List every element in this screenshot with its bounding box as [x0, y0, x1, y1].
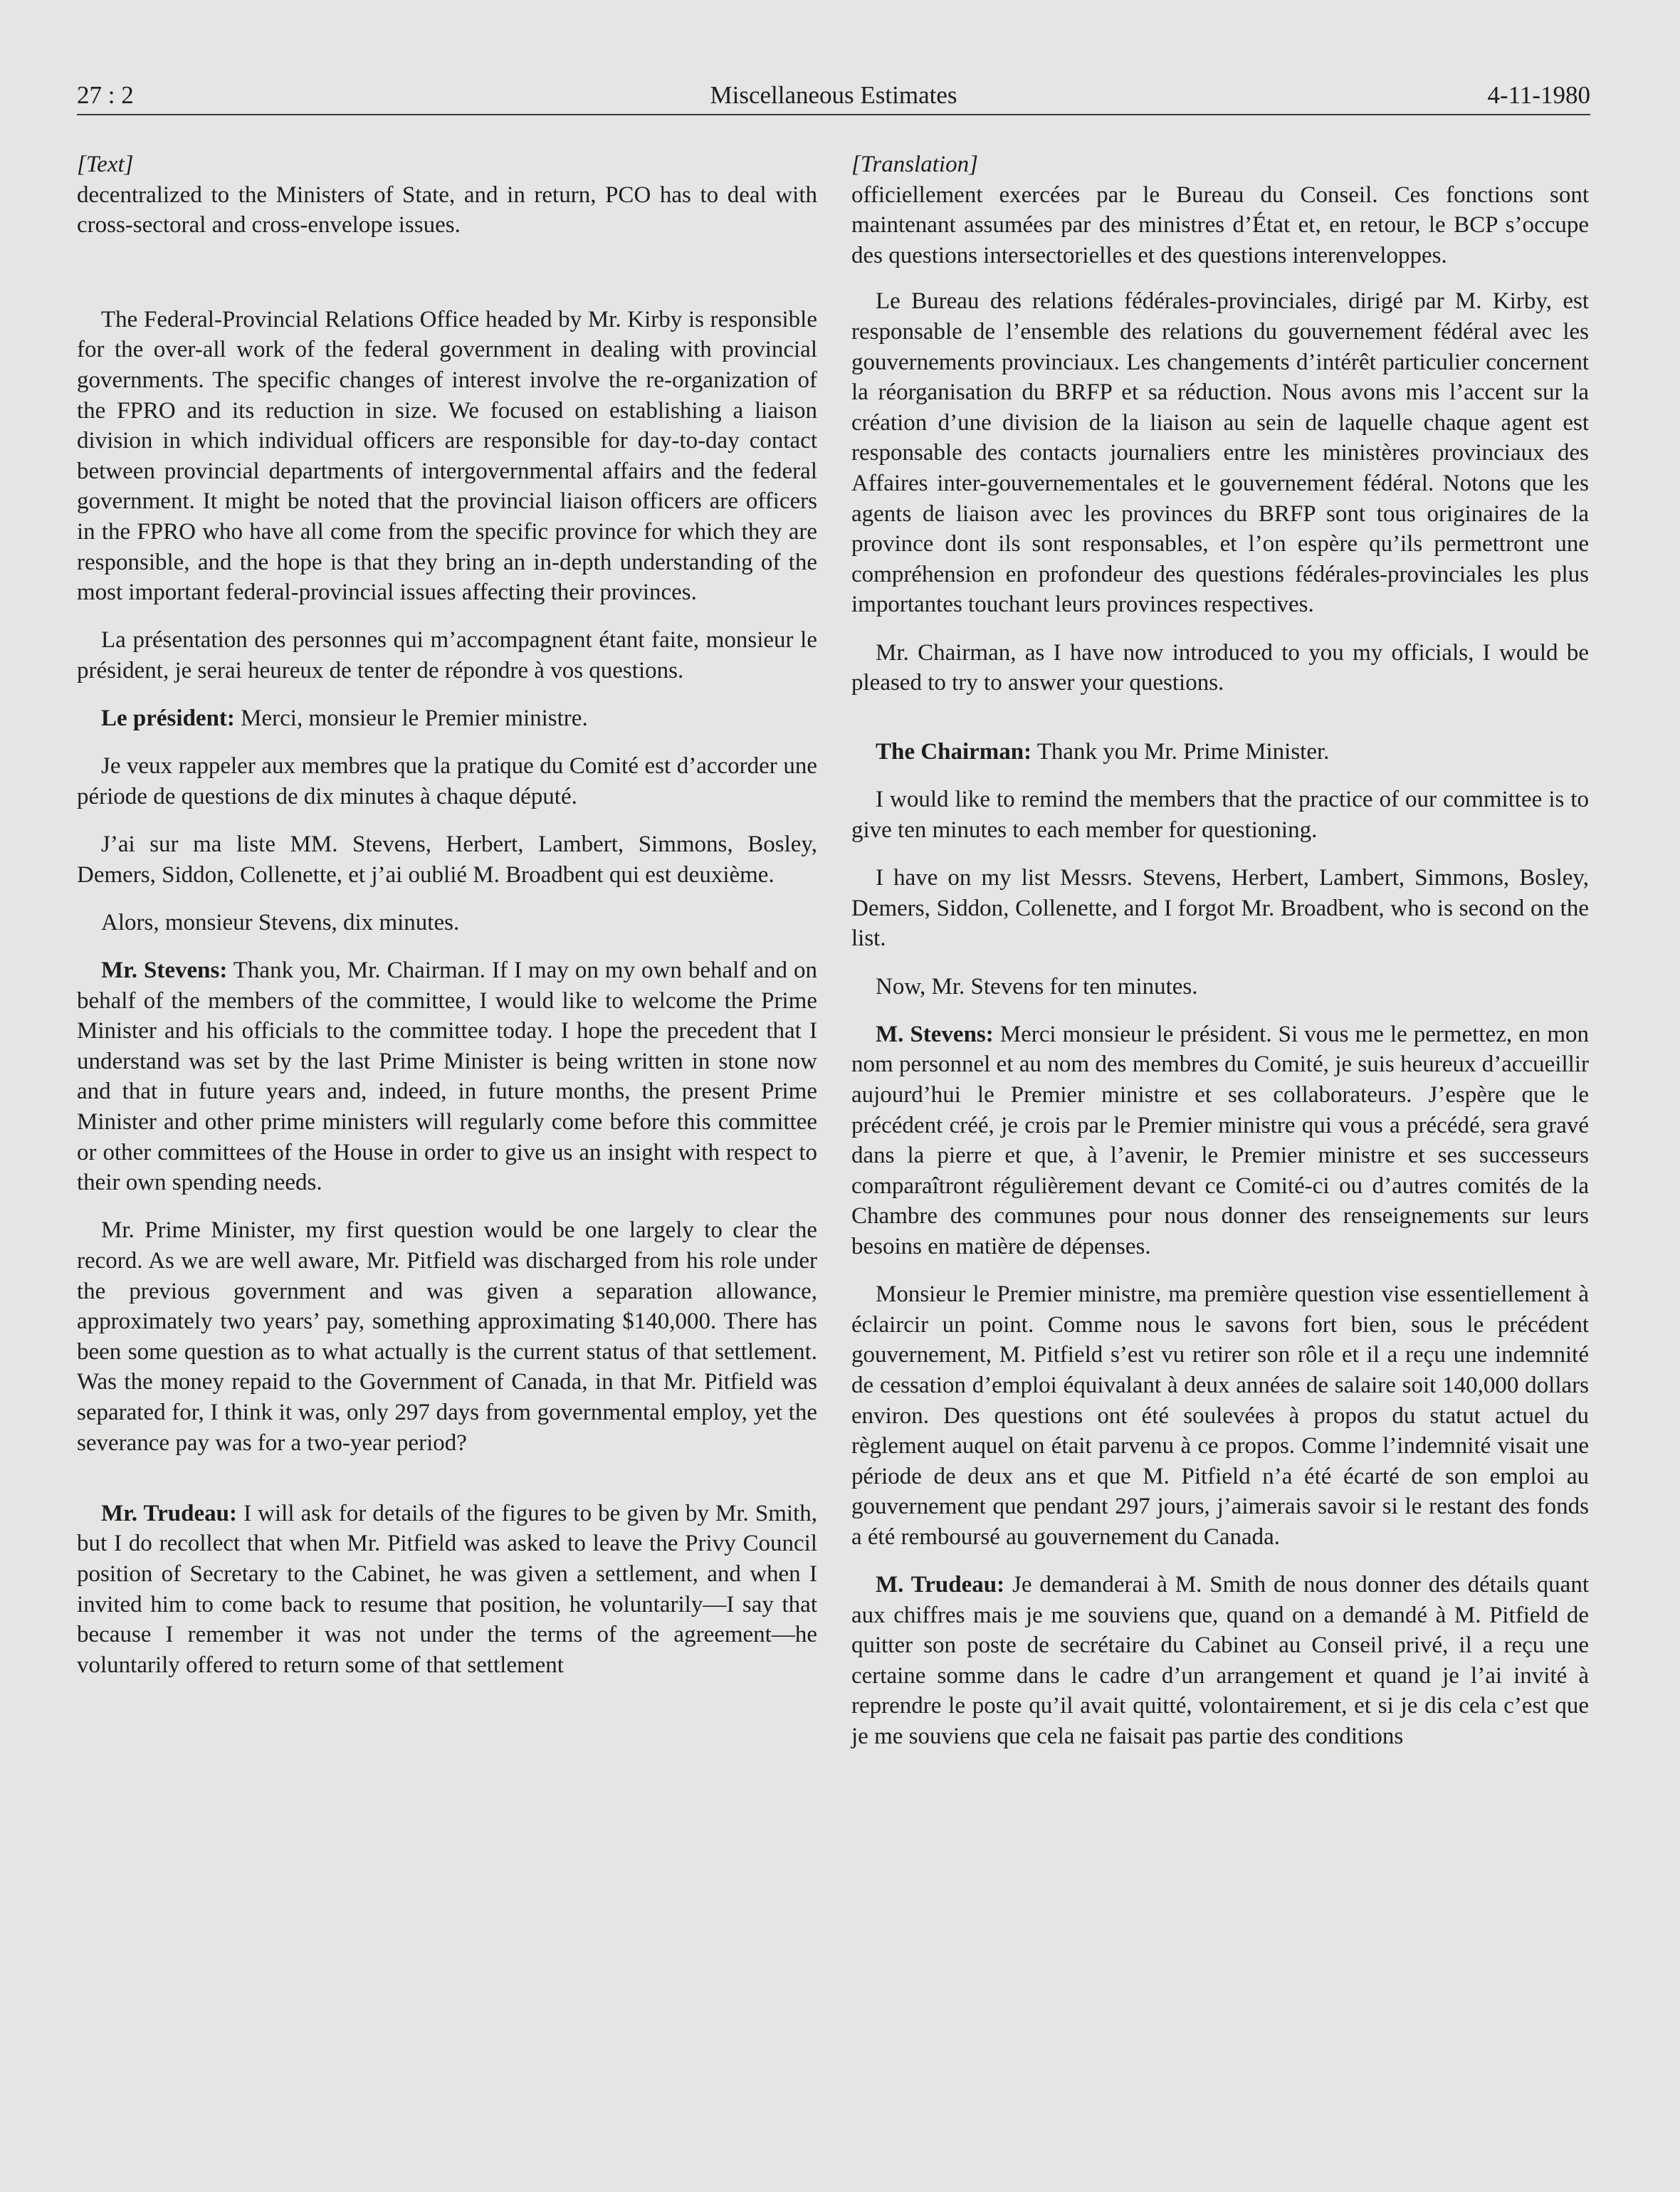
- paragraph-continued: decentralized to the Ministers of State, and in return, PCO has to deal with cross-sectoral and cross-envelope issues.: [77, 182, 817, 238]
- paragraph: I would like to remind the members that the practice of our committee is to give ten minutes to each member for questioning.: [851, 787, 1589, 844]
- right-column: [851, 150, 1589, 1769]
- paragraph: Mr. Chairman, as I have now introduced to you my officials, I would be pleased to try to answer your questions.: [851, 639, 1589, 696]
- paragraph: Now, Mr. Stevens for ten minutes.: [876, 973, 1198, 1000]
- paragraph: Alors, monsieur Stevens, dix minutes.: [101, 909, 460, 935]
- page-number: 27 : 2: [77, 81, 134, 109]
- running-header: [77, 80, 1590, 115]
- column-label-text: Translation: [860, 152, 970, 177]
- paragraph: I have on my list Messrs. Stevens, Herbert, Lambert, Simmons, Bosley, Demers, Siddon, Collenette, and I forgot Mr. Broadbent, who is second on the list.: [851, 865, 1589, 952]
- column-label: [Translation]: [851, 152, 978, 177]
- column-label-text: Text: [85, 152, 125, 177]
- speaker-paragraph: M. Trudeau: Je demanderai à M. Smith de nous donner des détails quant aux chiffres mais je me souviens que, quand on a demandé à M. Pitfield de quitter son poste de secrétaire du Cabinet au Conseil privé, il a reçu une certaine somme dans le cadre d’un arrangement et quand je l’ai invité à reprendre le poste qu’il avait quitté, volontairement, et si je dis cela c’est que je me souviens que cela ne faisait pas partie des conditions: [851, 1572, 1589, 1750]
- left-column: [77, 150, 817, 1698]
- paragraph: La présentation des personnes qui m’accompagnent étant faite, monsieur le président, je serai heureux de tenter de répondre à vos questions.: [77, 627, 817, 683]
- paragraph: Mr. Prime Minister, my first question would be one largely to clear the record. As we are well aware, Mr. Pitfield was discharged from his role under the previous government and was given a separation allowance, approximately two years’ pay, something approximating $140,000. There has been some question as to what actually is the current status of that settlement. Was the money repaid to the Government of Canada, in that Mr. Pitfield was separated for, I think it was, only 297 days from governmental employ, yet the severance pay was for a two-year period?: [77, 1217, 817, 1456]
- speaker-name: The Chairman:: [876, 739, 1032, 765]
- paragraph: J’ai sur ma liste MM. Stevens, Herbert, Lambert, Simmons, Bosley, Demers, Siddon, Collenette, et j’ai oublié M. Broadbent qui est deuxième.: [77, 832, 817, 888]
- speaker-name: M. Stevens:: [876, 1021, 994, 1047]
- speaker-paragraph: Mr. Stevens: Thank you, Mr. Chairman. If I may on my own behalf and on behalf of the members of the committee, I would like to welcome the Prime Minister and his officials to the committee today. I hope the precedent that I understand was set by the last Prime Minister is being written in stone now and that in future years and, indeed, in future months, the present Prime Minister and other prime ministers will regularly come before this committee or other committees of the House in order to give us an insight with respect to their own spending needs.: [77, 958, 818, 1196]
- paragraph-continued: officiellement exercées par le Bureau du Conseil. Ces fonctions sont maintenant assumées par des ministres d’État et, en retour, le BCP s’occupe des questions intersectorielles et des questions interenveloppes.: [851, 182, 1589, 268]
- paragraph: Le Bureau des relations fédérales-provinciales, dirigé par M. Kirby, est responsable de l’ensemble des relations du gouvernement fédéral avec les gouvernements provinciaux. Les changements d’intérêt particulier concernent la réorganisation du BRFP et sa réduction. Nous avons mis l’accent sur la création d’une division de la liaison au sein de laquelle chaque agent est responsable des contacts journaliers entre les ministères provinciaux des Affaires inter-gouvernementales et le gouvernement fédéral. Notons que les agents de liaison avec les provinces du BRFP sont tous originaires de la province dont ils sont responsables, et l’on espère qu’ils permettront une compréhension en profondeur des questions fédérales-provinciales les plus importantes touchant leurs provinces respectives.: [851, 288, 1589, 618]
- paragraph: The Federal-Provincial Relations Office headed by Mr. Kirby is responsible for the over-all work of the federal government in dealing with provincial governments. The specific changes of interest involve the re-organization of the FPRO and its reduction in size. We focused on establishing a liaison division in which individual officers are responsible for day-to-day contact between provincial departments of intergovernmental affairs and the federal government. It might be noted that the provincial liaison officers are officers in the FPRO who have all come from the specific province for which they are responsible, and the hope is that they bring an in-depth understanding of the most important federal-provincial issues affecting their provinces.: [77, 306, 817, 606]
- speaker-paragraph: Le président: Merci, monsieur le Premier ministre.: [101, 706, 588, 732]
- speaker-paragraph: M. Stevens: Merci monsieur le président. Si vous me le permettez, en mon nom personnel et au nom des membres du Comité, je suis heureux d’accueillir aujourd’hui le Premier ministre et ses collaborateurs. J’espère que le précédent créé, je crois par le Premier ministre qui vous a précédé, sera gravé dans la pierre et que, à l’avenir, le Premier ministre et ses successeurs comparaîtront régulièrement devant ce Comité-ci ou d’autres comités de la Chambre des communes pour nous donner des renseignements sur leurs besoins en matière de dépenses.: [851, 1021, 1590, 1259]
- speaker-name: M. Trudeau:: [876, 1572, 1005, 1598]
- sitting-date: 4-11-1980: [1487, 81, 1590, 109]
- speaker-paragraph: The Chairman: Thank you Mr. Prime Minister.: [876, 739, 1330, 765]
- column-label: [Text]: [77, 152, 134, 177]
- paragraph: Monsieur le Premier ministre, ma première question vise essentiellement à éclaircir un point. Comme nous le savons fort bien, sous le précédent gouvernement, M. Pitfield s’est vu retirer son rôle et il a reçu une indemnité de cessation d’emploi équivalant à deux années de salaire soit 140,000 dollars environ. Des questions ont été soulevées à propos du statut actuel du règlement auquel on était parvenu à ce propos. Comme l’indemnité visait une période de deux ans et que M. Pitfield n’a été écarté de son emploi au gouvernement que pendant 297 jours, j’aimerais savoir si le restant des fonds a été remboursé au gouvernement du Canada.: [851, 1281, 1589, 1550]
- paragraph: Je veux rappeler aux membres que la pratique du Comité est d’accorder une période de questions de dix minutes à chaque député.: [77, 753, 817, 809]
- speaker-name: Mr. Trudeau:: [101, 1500, 237, 1526]
- speaker-paragraph: Mr. Trudeau: I will ask for details of the figures to be given by Mr. Smith, but I do recollect that when Mr. Pitfield was asked to leave the Privy Council position of Secretary to the Cabinet, he was given a settlement, and when I invited him to come back to resume that position, he voluntarily—I say that because I remember it was not under the terms of the agreement—he voluntarily offered to return some of that settlement: [77, 1500, 817, 1678]
- publication-title: Miscellaneous Estimates: [710, 81, 957, 109]
- speaker-name: Mr. Stevens:: [101, 958, 228, 984]
- speaker-name: Le président:: [101, 706, 235, 732]
